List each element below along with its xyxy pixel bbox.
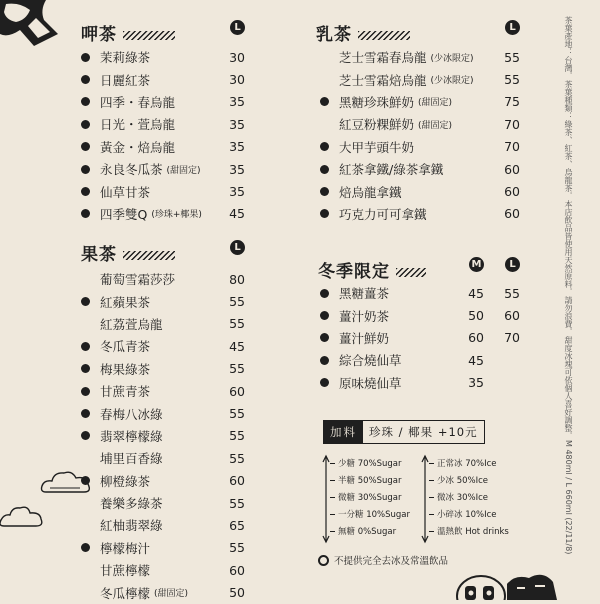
menu-item-price: 55	[504, 49, 520, 65]
bullet-dot-icon	[81, 297, 90, 306]
menu-item-name: 仙草甘茶	[100, 184, 151, 200]
bullet-dot-icon	[81, 75, 90, 84]
addon-label: 加料	[324, 421, 363, 443]
bullet-dot-icon	[81, 543, 90, 552]
size-badge-l: L	[505, 20, 520, 35]
level-label: 小碎冰 10%Ice	[437, 510, 497, 520]
bullet-dot-icon	[320, 311, 329, 320]
menu-list-tea	[81, 46, 261, 225]
bullet-dot-icon	[81, 342, 90, 351]
ice-level	[429, 524, 509, 541]
menu-item	[320, 372, 530, 394]
corner-illustration-top	[0, 0, 64, 70]
menu-item-price: 35	[229, 184, 245, 200]
menu-item	[81, 537, 261, 559]
menu-item-name: 柳橙綠茶	[100, 473, 151, 489]
menu-item-note: (甜固定)	[418, 98, 453, 109]
menu-item	[320, 46, 530, 68]
bullet-dot-icon	[320, 378, 329, 387]
sugar-level	[330, 490, 410, 507]
menu-item-note: (甜固定)	[154, 589, 189, 600]
title-hatch-decoration	[396, 268, 426, 277]
menu-item	[320, 327, 530, 349]
menu-item-name: 冬瓜青茶	[100, 339, 151, 355]
level-label: 無糖 0%Sugar	[338, 527, 397, 537]
menu-item	[320, 349, 530, 371]
sugar-level	[330, 524, 410, 541]
menu-item-note: (少冰限定)	[430, 53, 474, 64]
menu-item-name: 日麗紅茶	[100, 72, 151, 88]
menu-item-price-l: 55	[504, 285, 520, 301]
menu-item-price: 35	[229, 94, 245, 110]
menu-item-name: 大甲芋頭牛奶	[339, 139, 415, 155]
menu-item	[81, 425, 261, 447]
menu-list-milk	[320, 46, 530, 225]
menu-item-price-m: 50	[468, 308, 484, 324]
ice-scale	[421, 454, 531, 546]
menu-item-price: 60	[504, 184, 520, 200]
menu-item-name: 永良冬瓜茶	[100, 162, 163, 178]
tick-mark-icon	[429, 497, 434, 498]
bullet-dot-icon	[81, 53, 90, 62]
menu-item-name: 養樂多綠茶	[100, 496, 163, 512]
menu-item-price: 60	[229, 383, 245, 399]
menu-item	[81, 136, 261, 158]
menu-item-name: 芝士雪霜春烏龍	[339, 50, 427, 66]
level-label: 少糖 70%Sugar	[338, 459, 402, 469]
menu-item-name: 紅荔萱烏龍	[100, 316, 163, 332]
ice-level	[429, 490, 509, 507]
bullet-dot-icon	[320, 97, 329, 106]
menu-item	[81, 313, 261, 335]
sugar-level	[330, 507, 410, 524]
bullet-dot-icon	[320, 289, 329, 298]
sugar-level-list	[330, 456, 410, 541]
menu-item	[81, 290, 261, 312]
menu-item-price: 60	[504, 161, 520, 177]
tick-mark-icon	[429, 480, 434, 481]
menu-item-price: 60	[504, 206, 520, 222]
section-winter	[318, 257, 478, 282]
menu-item-price: 70	[504, 116, 520, 132]
ice-level	[429, 507, 509, 524]
footnote-bullet-icon	[318, 555, 329, 566]
menu-item-price: 45	[229, 206, 245, 222]
bullet-dot-icon	[81, 165, 90, 174]
bullet-dot-icon	[81, 97, 90, 106]
section-title-fruit: 果茶	[81, 245, 117, 265]
menu-item	[81, 492, 261, 514]
menu-item-name: 紅柚翡翠綠	[100, 518, 163, 534]
tick-mark-icon	[330, 514, 335, 515]
menu-item-name: 翡翠檸檬綠	[100, 428, 163, 444]
menu-item	[81, 514, 261, 536]
menu-item-name: 茉莉綠茶	[100, 50, 151, 66]
section-title-tea: 呷茶	[81, 25, 117, 45]
menu-item-name: 春梅八冰綠	[100, 406, 163, 422]
menu-item-price-m: 45	[468, 352, 484, 368]
tick-mark-icon	[330, 463, 335, 464]
menu-item	[81, 470, 261, 492]
character-illustration	[455, 566, 560, 600]
menu-item-name: 薑汁鮮奶	[339, 330, 390, 346]
size-badge-l: L	[230, 240, 245, 255]
menu-item-price: 50	[229, 585, 245, 601]
menu-item-price: 55	[229, 450, 245, 466]
menu-item-price: 60	[229, 473, 245, 489]
menu-item	[81, 46, 261, 68]
tick-mark-icon	[330, 531, 335, 532]
bullet-dot-icon	[320, 187, 329, 196]
menu-item-price: 35	[229, 161, 245, 177]
level-label: 半糖 50%Sugar	[338, 476, 402, 486]
ice-level	[429, 473, 509, 490]
menu-item	[320, 158, 530, 180]
menu-item-price: 45	[229, 338, 245, 354]
menu-item	[81, 180, 261, 202]
menu-item-price: 35	[229, 116, 245, 132]
menu-item	[320, 68, 530, 90]
menu-item-price: 70	[504, 139, 520, 155]
bullet-dot-icon	[320, 142, 329, 151]
menu-item-name: 甘蔗檸檬	[100, 563, 151, 579]
menu-item-name: 巧克力可可拿鐵	[339, 206, 427, 222]
menu-item-name: 焙烏龍拿鐵	[339, 184, 402, 200]
tick-mark-icon	[429, 531, 434, 532]
tick-mark-icon	[429, 514, 434, 515]
bullet-dot-icon	[320, 333, 329, 342]
level-label: 一分糖 10%Sugar	[338, 510, 410, 520]
sugar-level	[330, 456, 410, 473]
menu-item-name: 甘蔗青茶	[100, 384, 151, 400]
sugar-level	[330, 473, 410, 490]
menu-item-name: 埔里百香綠	[100, 451, 163, 467]
menu-item-price: 60	[229, 562, 245, 578]
menu-item	[81, 91, 261, 113]
menu-item	[81, 268, 261, 290]
bullet-dot-icon	[320, 356, 329, 365]
bullet-dot-icon	[81, 187, 90, 196]
menu-item-note: (甜固定)	[418, 120, 453, 131]
menu-item-name: 紅豆粉粿鮮奶	[339, 117, 415, 133]
bullet-dot-icon	[81, 209, 90, 218]
menu-item	[81, 158, 261, 180]
menu-item-price-m: 35	[468, 375, 484, 391]
menu-item-name: 紅茶拿鐵/綠茶拿鐵	[339, 162, 444, 178]
menu-item	[320, 180, 530, 202]
title-hatch-decoration	[123, 31, 175, 40]
menu-item-price-l: 60	[504, 308, 520, 324]
bullet-dot-icon	[320, 209, 329, 218]
menu-item-price: 80	[229, 271, 245, 287]
menu-item-name: 黑糖薑茶	[339, 286, 390, 302]
menu-item-price: 55	[229, 316, 245, 332]
menu-item-note: (少冰限定)	[430, 76, 474, 87]
menu-item	[81, 559, 261, 581]
menu-item	[81, 113, 261, 135]
level-label: 少冰 50%Ice	[437, 476, 489, 486]
menu-item-price: 30	[229, 72, 245, 88]
menu-item	[81, 358, 261, 380]
menu-item-name: 四季・春烏龍	[100, 94, 176, 110]
menu-item	[320, 203, 530, 225]
bullet-dot-icon	[320, 165, 329, 174]
size-badge-l: L	[230, 20, 245, 35]
section-tea	[81, 20, 251, 45]
menu-item-price: 65	[229, 517, 245, 533]
menu-item-name: 黃金・焙烏龍	[100, 139, 176, 155]
level-label: 溫熱飲 Hot drinks	[437, 527, 509, 537]
footnote-text: 不提供完全去冰及常溫飲品	[334, 556, 449, 567]
menu-item-price-l: 70	[504, 330, 520, 346]
menu-item-name: 原味燒仙草	[339, 375, 402, 391]
level-label: 微冰 30%Ice	[437, 493, 489, 503]
section-fruit	[81, 240, 251, 265]
side-info-text: 茶葉產地：台灣．茶葉種類：綠茶、紅茶、烏龍茶．本店飲品皆使用天然原料．請勿浪費．甜度冰塊可依個人喜好調整．M 480ml / L 660ml (22/11/8)	[564, 16, 573, 555]
section-milk	[316, 20, 486, 45]
menu-item	[81, 380, 261, 402]
section-title-milk: 乳茶	[316, 25, 352, 45]
ice-scale-arrow	[421, 454, 429, 546]
ice-level	[429, 456, 509, 473]
menu-item-name: 芝士雪霜焙烏龍	[339, 72, 427, 88]
addon-box	[323, 420, 485, 444]
menu-item-name: 葡萄雪霜莎莎	[100, 272, 176, 288]
section-title-winter: 冬季限定	[318, 262, 390, 282]
menu-item-name: 日光・萱烏龍	[100, 117, 176, 133]
bullet-dot-icon	[81, 120, 90, 129]
menu-item	[81, 335, 261, 357]
bullet-dot-icon	[81, 409, 90, 418]
menu-list-fruit	[81, 268, 261, 604]
menu-item-name: 梅果綠茶	[100, 361, 151, 377]
tick-mark-icon	[330, 497, 335, 498]
menu-item-price: 35	[229, 139, 245, 155]
ice-level-list	[429, 456, 509, 541]
level-label: 正常冰 70%Ice	[437, 459, 497, 469]
menu-item-price: 55	[229, 406, 245, 422]
menu-item-price: 30	[229, 49, 245, 65]
size-badge-l: L	[505, 257, 520, 272]
menu-item	[81, 203, 261, 225]
bullet-dot-icon	[81, 431, 90, 440]
sugar-scale-arrow	[322, 454, 330, 546]
menu-item	[320, 91, 530, 113]
cloud-doodle-icon	[40, 468, 92, 496]
tick-mark-icon	[429, 463, 434, 464]
menu-item	[81, 447, 261, 469]
menu-item-price-m: 60	[468, 330, 484, 346]
menu-item-price: 55	[229, 361, 245, 377]
menu-item-price: 75	[504, 94, 520, 110]
menu-item	[320, 304, 530, 326]
title-hatch-decoration	[358, 31, 410, 40]
menu-item-price: 55	[229, 294, 245, 310]
sugar-scale	[322, 454, 422, 546]
size-badge-m: M	[469, 257, 484, 272]
menu-item-price: 55	[229, 428, 245, 444]
bullet-dot-icon	[81, 387, 90, 396]
menu-item	[320, 113, 530, 135]
menu-item-name: 紅蘋果茶	[100, 294, 151, 310]
level-label: 微糖 30%Sugar	[338, 493, 402, 503]
bullet-dot-icon	[81, 142, 90, 151]
menu-item-name: 薑汁奶茶	[339, 308, 390, 324]
menu-item-name: 檸檬梅汁	[100, 540, 151, 556]
tick-mark-icon	[330, 480, 335, 481]
menu-item	[81, 68, 261, 90]
menu-item-name: 四季雙Q	[100, 206, 148, 222]
menu-item	[81, 581, 261, 603]
menu-item	[320, 136, 530, 158]
cloud-doodle-icon	[0, 504, 44, 530]
menu-item-name: 黑糖珍珠鮮奶	[339, 94, 415, 110]
menu-list-winter	[320, 282, 530, 394]
bullet-dot-icon	[81, 364, 90, 373]
menu-item-price: 55	[504, 72, 520, 88]
menu-item-price: 55	[229, 540, 245, 556]
menu-item-name: 綜合燒仙草	[339, 353, 402, 369]
menu-item-note: (珍珠+椰果)	[151, 210, 202, 221]
menu-item-note: (甜固定)	[166, 165, 201, 176]
menu-item	[320, 282, 530, 304]
addon-text: 珍珠 / 椰果 +10元	[369, 425, 478, 439]
menu-item-name: 冬瓜檸檬	[100, 585, 151, 601]
footnote	[318, 553, 448, 567]
menu-item	[81, 402, 261, 424]
menu-item-price-m: 45	[468, 285, 484, 301]
menu-item-price: 55	[229, 495, 245, 511]
title-hatch-decoration	[123, 251, 175, 260]
